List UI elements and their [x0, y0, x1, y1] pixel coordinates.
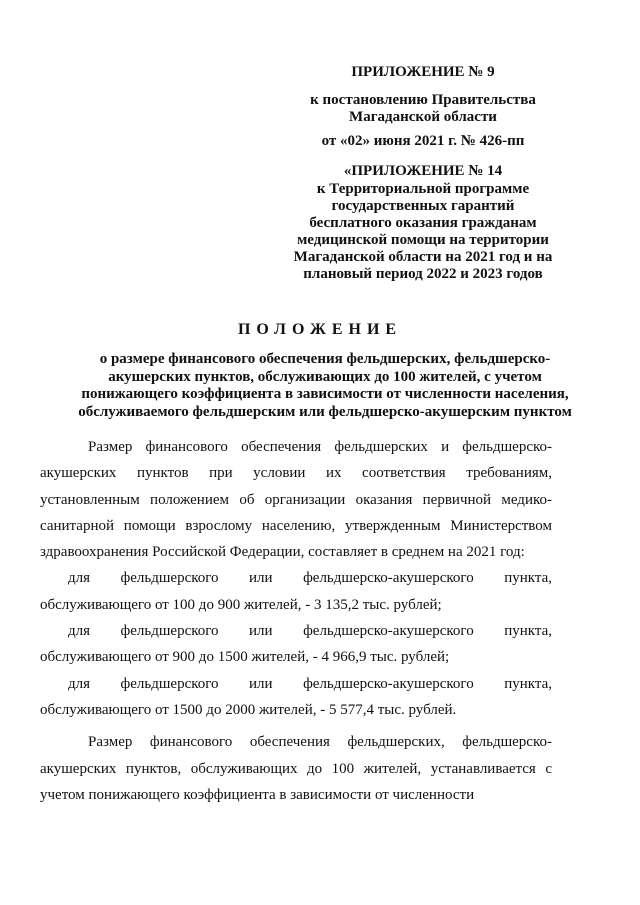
annex-title: ПРИЛОЖЕНИЕ № 9 — [351, 64, 495, 80]
annex-reference: к постановлению Правительства Магаданской области — [310, 92, 536, 125]
list-item-line1: для фельдшерского или фельдшерско-акушерского пункта, — [68, 623, 552, 640]
list-item — [40, 671, 552, 724]
annex-date: от «02» июня 2021 г. № 426-пп — [321, 133, 525, 149]
list-item — [40, 565, 552, 618]
document-title: ПОЛОЖЕНИЕ — [237, 321, 403, 338]
list-item-line1: для фельдшерского или фельдшерско-акушерского пункта, — [68, 675, 552, 692]
list-item — [40, 618, 552, 671]
list-item-line2: обслуживающего от 100 до 900 жителей, - 3 135,2 тыс. рублей; — [40, 596, 442, 613]
paragraph-coefficient: Размер финансового обеспечения фельдшерских, фельдшерско-акушерских пунктов, обслуживающих до 100 жителей, устанавливается с учетом понижающего коэффициента в зависимости от численности — [40, 734, 552, 803]
list-item-line1: для фельдшерского или фельдшерско-акушерского пункта, — [68, 570, 552, 587]
list-item-line2: обслуживающего от 900 до 1500 жителей, - 4 966,9 тыс. рублей; — [40, 649, 450, 666]
document-subtitle: о размере финансового обеспечения фельдшерских, фельдшерско- акушерских пунктов, обслуживающих до 100 жителей, с учетом понижающего коэффициента в зависимости от численности населения, обслуживаемого фельдшерским или фельдшерско-акушерским пунктом — [78, 351, 572, 420]
inner-annex-reference: к Территориальной программе государственных гарантий бесплатного оказания гражданам медицинской помощи на территории Магаданской области на 2021 год и на плановый период 2022 и 2023 годов — [293, 181, 553, 282]
inner-annex-title: «ПРИЛОЖЕНИЕ № 14 — [343, 163, 503, 179]
document-body — [40, 434, 552, 808]
paragraph-financing-size: Размер финансового обеспечения фельдшерских и фельдшерско-акушерских пунктов при условии их соответствия требованиям, установленным положением об организации оказания первичной медико-санитарной помощи взрослому населению, утвержденным Министерством здравоохранения Российской Федерации, составляет в среднем на 2021 год: — [40, 439, 552, 561]
list-item-line2: обслуживающего от 1500 до 2000 жителей, - 5 577,4 тыс. рублей. — [40, 701, 457, 718]
